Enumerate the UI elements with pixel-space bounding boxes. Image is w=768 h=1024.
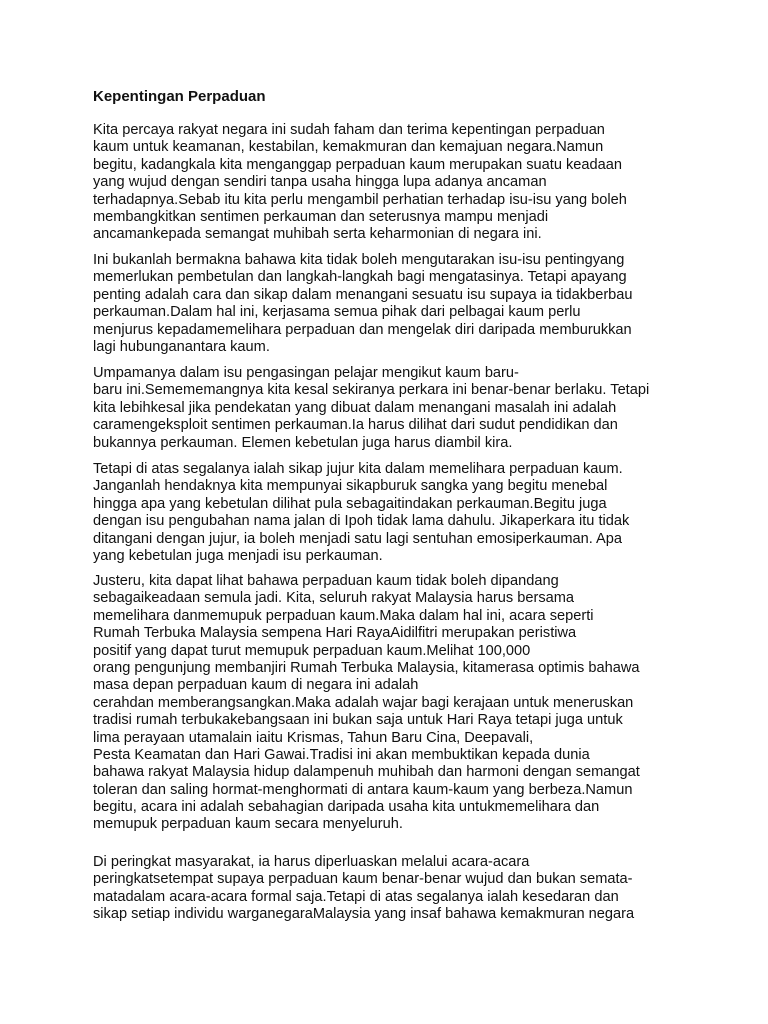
paragraph-line: tradisi rumah terbukakebangsaan ini bukan saja untuk Hari Raya tetapi juga untuk bbox=[93, 712, 623, 729]
paragraph-line: Pesta Keamatan dan Hari Gawai.Tradisi ini akan membuktikan kepada dunia bbox=[93, 746, 590, 763]
paragraph-line: bahawa rakyat Malaysia hidup dalampenuh muhibah dan harmoni dengan semangat bbox=[93, 764, 640, 781]
paragraph-line: peringkatsetempat supaya perpaduan kaum benar-benar wujud dan bukan semata- bbox=[93, 871, 633, 888]
paragraph-line: lagi hubunganantara kaum. bbox=[93, 338, 270, 355]
paragraph-line: ditangani dengan jujur, ia boleh menjadi satu lagi sentuhan emosiperkauman. Apa bbox=[93, 530, 622, 547]
paragraph-line: Umpamanya dalam isu pengasingan pelajar mengikut kaum baru- bbox=[93, 365, 519, 381]
paragraph-line: yang wujud dengan sendiri tanpa usaha hingga lupa adanya ancaman bbox=[93, 174, 547, 191]
paragraph-line: caramengeksploit sentimen perkauman.Ia harus dilihat dari sudut pendidikan dan bbox=[93, 417, 618, 434]
paragraph-line: begitu, kadangkala kita menganggap perpaduan kaum merupakan suatu keadaan bbox=[93, 156, 623, 173]
paragraph-line: cerahdan memberangsangkan.Maka adalah wajar bagi kerajaan untuk meneruskan bbox=[93, 694, 634, 711]
paragraph-line: sebagaikeadaan semula jadi. Kita, seluruh rakyat Malaysia harus bersama bbox=[93, 590, 575, 607]
paragraph-3 bbox=[93, 365, 649, 452]
paragraph-line: Tetapi di atas segalanya ialah sikap jujur kita dalam memelihara perpaduan kaum. bbox=[93, 461, 623, 477]
paragraph-line: Janganlah hendaknya kita mempunyai sikapburuk sangka yang begitu menebal bbox=[93, 478, 608, 495]
paragraph-line: ancamankepada semangat muhibah serta keharmonian di negara ini. bbox=[93, 226, 542, 243]
paragraph-line: yang kebetulan juga menjadi isu perkauman. bbox=[93, 547, 383, 564]
paragraph-line: hingga apa yang kebetulan dilihat pula sebagaitindakan perkauman.Begitu juga bbox=[93, 495, 607, 512]
paragraph-line: terhadapnya.Sebab itu kita perlu mengambil perhatian terhadap isu-isu yang boleh bbox=[93, 191, 627, 208]
paragraph-line: sikap setiap individu warganegaraMalaysia yang insaf bahawa kemakmuran negara bbox=[93, 906, 635, 923]
paragraph-1 bbox=[93, 122, 627, 244]
paragraph-4 bbox=[93, 461, 629, 565]
paragraph-5 bbox=[93, 573, 640, 834]
paragraph-line: memerlukan pembetulan dan langkah-langkah bagi mengatasinya. Tetapi apayang bbox=[93, 269, 627, 286]
paragraph-line: kaum untuk keamanan, kestabilan, kemakmuran dan kemajuan negara.Namun bbox=[93, 139, 604, 156]
paragraph-line: penting adalah cara dan sikap dalam menangani sesuatu isu supaya ia tidakberbau bbox=[93, 286, 633, 303]
paragraph-line: dengan isu pengubahan nama jalan di Ipoh tidak lama dahulu. Jikaperkara itu tidak bbox=[93, 513, 630, 530]
paragraph-2 bbox=[93, 252, 633, 356]
paragraph-line: bukannya perkauman. Elemen kebetulan juga harus diambil kira. bbox=[93, 434, 513, 451]
paragraph-line: matadalam acara-acara formal saja.Tetapi di atas segalanya ialah kesedaran dan bbox=[93, 888, 619, 905]
paragraph-line: memelihara danmemupuk perpaduan kaum.Maka dalam hal ini, acara seperti bbox=[93, 607, 594, 624]
paragraph-line: memupuk perpaduan kaum secara menyeluruh. bbox=[93, 816, 403, 833]
paragraph-line: Di peringkat masyarakat, ia harus diperluaskan melalui acara-acara bbox=[93, 854, 530, 870]
paragraph-line: menjurus kepadamemelihara perpaduan dan mengelak diri daripada memburukkan bbox=[93, 321, 632, 338]
paragraph-line: lima perayaan utamalain iaitu Krismas, Tahun Baru Cina, Deepavali, bbox=[93, 729, 534, 746]
paragraph-line: kita lebihkesal jika pendekatan yang dibuat dalam menangani masalah ini adalah bbox=[93, 399, 617, 416]
paragraph-line: begitu, acara ini adalah sebahagian daripada usaha kita untukmemelihara dan bbox=[93, 799, 600, 816]
paragraph-line: perkauman.Dalam hal ini, kerjasama semua pihak dari pelbagai kaum perlu bbox=[93, 304, 581, 321]
paragraph-line: Ini bukanlah bermakna bahawa kita tidak boleh mengutarakan isu-isu pentingyang bbox=[93, 252, 625, 268]
paragraph-line: Justeru, kita dapat lihat bahawa perpaduan kaum tidak boleh dipandang bbox=[93, 573, 559, 589]
paragraph-line: membangkitkan sentimen perkauman dan seterusnya mampu menjadi bbox=[93, 208, 549, 225]
paragraph-line: Rumah Terbuka Malaysia sempena Hari RayaAidilfitri merupakan peristiwa bbox=[93, 625, 577, 642]
paragraph-6 bbox=[93, 854, 634, 924]
paragraph-line: positif yang dapat turut memupuk perpaduan kaum.Melihat 100,000 bbox=[93, 642, 531, 659]
paragraph-line: toleran dan saling hormat-menghormati di antara kaum-kaum yang berbeza.Namun bbox=[93, 781, 633, 798]
paragraph-line: Kita percaya rakyat negara ini sudah faham dan terima kepentingan perpaduan bbox=[93, 122, 605, 138]
paragraph-line: orang pengunjung membanjiri Rumah Terbuka Malaysia, kitamerasa optimis bahawa bbox=[93, 659, 640, 676]
document-title: Kepentingan Perpaduan bbox=[93, 88, 266, 105]
paragraph-line: baru ini.Semememangnya kita kesal sekiranya perkara ini benar-benar berlaku. Tetapi bbox=[93, 382, 650, 399]
paragraph-line: masa depan perpaduan kaum di negara ini adalah bbox=[93, 677, 419, 694]
